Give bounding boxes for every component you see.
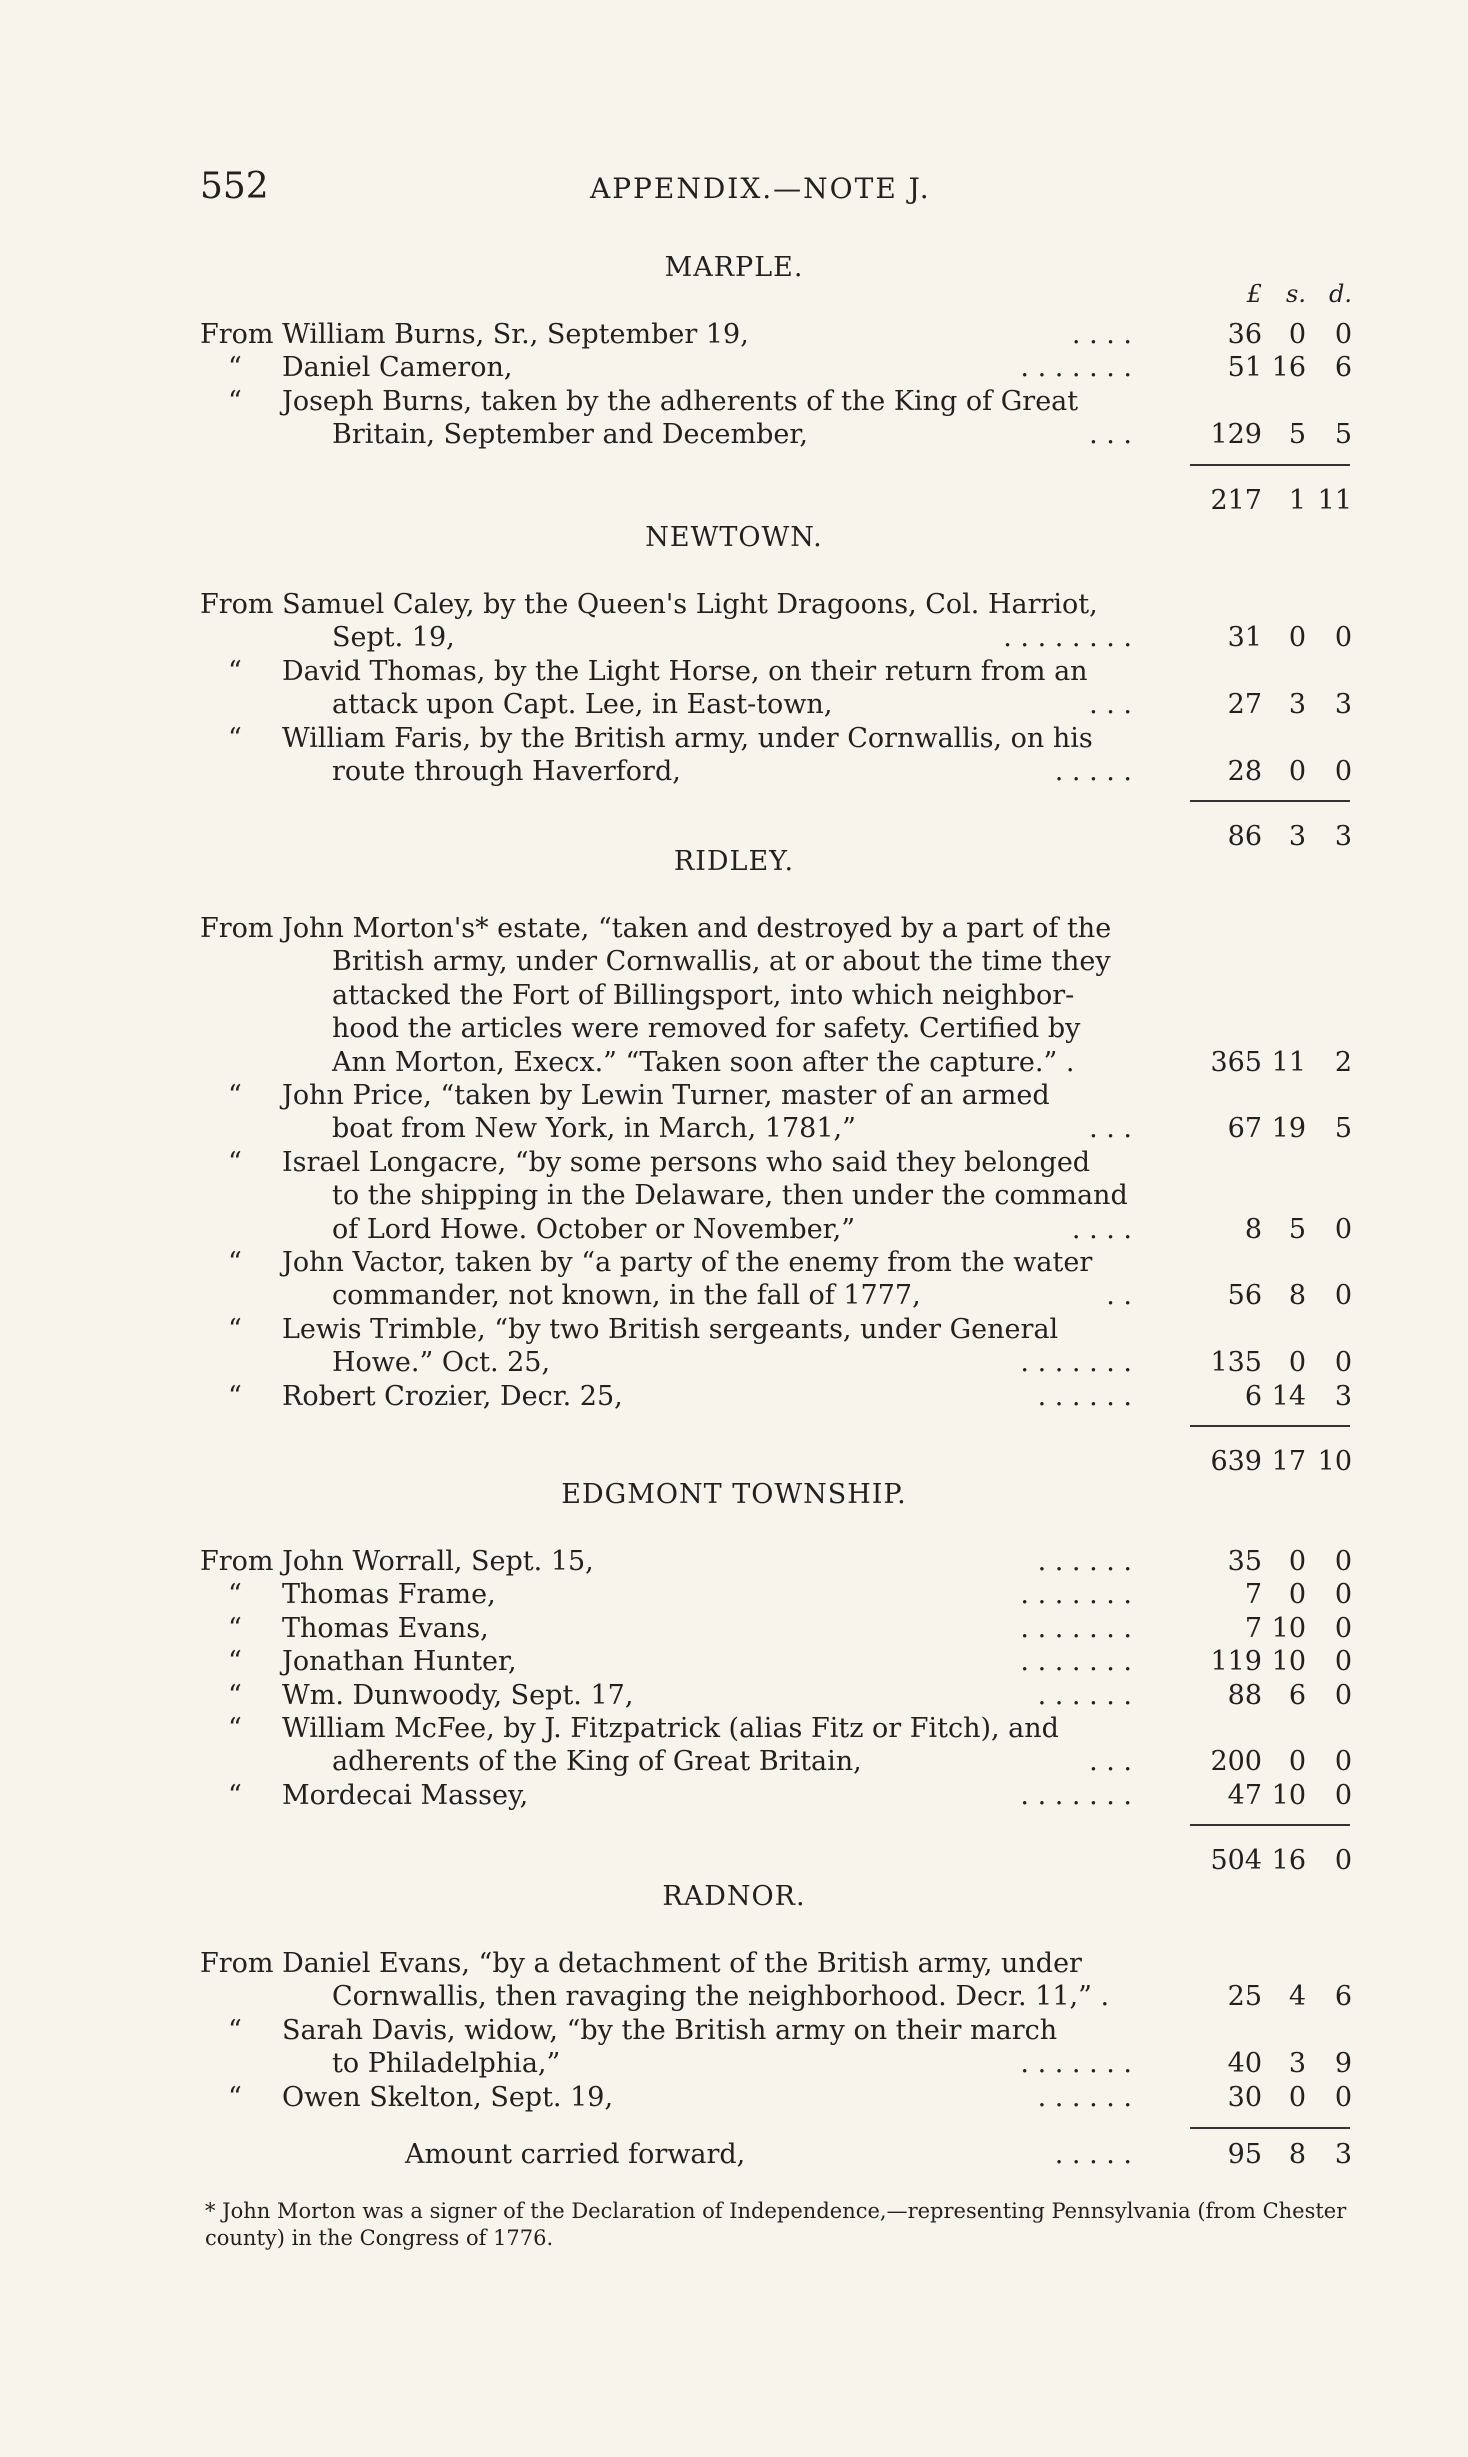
line-text: of Lord Howe. October or November,” bbox=[332, 1213, 856, 1245]
section-total bbox=[200, 1844, 1352, 1878]
carried-amount-shillings: 8 bbox=[1288, 2139, 1306, 2170]
total-pence: 0 bbox=[1334, 1845, 1352, 1877]
amount-pence: 0 bbox=[1334, 1579, 1352, 1611]
line-text: Sarah Davis, widow, “by the British army on their march bbox=[282, 2014, 1058, 2046]
amount-pence: 0 bbox=[1334, 1347, 1352, 1379]
amount-pence: 0 bbox=[1334, 319, 1352, 350]
dot-leader: . . . . . . . bbox=[1020, 1779, 1132, 1811]
section-total bbox=[200, 484, 1352, 518]
ditto-mark: “ bbox=[228, 1247, 242, 1278]
line-text: Daniel Cameron, bbox=[282, 352, 513, 384]
amount-pounds: 36 bbox=[1227, 319, 1262, 350]
amount-shillings: 0 bbox=[1288, 319, 1306, 350]
ditto-mark: “ bbox=[228, 1313, 242, 1345]
amount-pounds: 365 bbox=[1210, 1046, 1262, 1078]
ledger-line bbox=[200, 1346, 1352, 1380]
dot-leader: . . . . . . . bbox=[1020, 352, 1132, 384]
section-title: MARPLE. bbox=[664, 252, 804, 283]
running-title: APPENDIX.—NOTE J. bbox=[590, 172, 931, 205]
total-rule bbox=[1190, 800, 1350, 802]
amount-pence: 0 bbox=[1334, 1612, 1352, 1644]
ledger-line bbox=[200, 1679, 1352, 1713]
amount-shillings: 5 bbox=[1288, 1213, 1306, 1245]
carried-forward-rule bbox=[1190, 2127, 1350, 2129]
line-prefix: From William Burns, Sr., September 19, bbox=[200, 319, 749, 350]
ledger-line bbox=[200, 1279, 1352, 1313]
dot-leader: . . . . . . bbox=[1037, 1546, 1132, 1577]
page-header bbox=[200, 166, 1350, 216]
amount-pence: 0 bbox=[1334, 1213, 1352, 1245]
dot-leader: . . . . . . bbox=[1037, 1380, 1132, 1412]
shillings-heading: s. bbox=[1286, 280, 1306, 308]
ledger-line bbox=[200, 1578, 1352, 1612]
ledger-line bbox=[200, 318, 1352, 352]
ledger-line bbox=[200, 722, 1352, 756]
ledger-line bbox=[200, 2047, 1352, 2081]
dot-leader: . . . . . . . bbox=[1020, 1579, 1132, 1611]
amount-pence: 0 bbox=[1334, 756, 1352, 787]
amount-pence: 3 bbox=[1334, 689, 1352, 721]
ledger-line bbox=[200, 1380, 1352, 1414]
amount-pounds: 135 bbox=[1210, 1347, 1262, 1379]
amount-pounds: 31 bbox=[1227, 622, 1262, 654]
ledger-line bbox=[200, 1146, 1352, 1180]
amount-pence: 0 bbox=[1334, 1779, 1352, 1811]
ledger-line bbox=[200, 2081, 1352, 2115]
total-pounds: 639 bbox=[1210, 1446, 1262, 1477]
amount-pence: 0 bbox=[1334, 1546, 1352, 1577]
carried-forward-label: Amount carried forward, bbox=[405, 2139, 746, 2170]
dot-leader: . . . bbox=[1089, 1746, 1132, 1778]
dot-leader: . . . bbox=[1089, 1113, 1132, 1145]
amount-pence: 6 bbox=[1334, 1981, 1352, 2013]
ditto-mark: “ bbox=[228, 385, 242, 417]
amount-shillings: 6 bbox=[1288, 1679, 1306, 1711]
line-prefix: From John Worrall, Sept. 15, bbox=[200, 1546, 594, 1577]
ledger-line bbox=[200, 1213, 1352, 1247]
amount-shillings: 0 bbox=[1288, 1347, 1306, 1379]
ledger-line bbox=[200, 979, 1352, 1013]
amount-pence: 0 bbox=[1334, 1746, 1352, 1778]
line-prefix: From John Morton's* estate, “taken and destroyed by a part of the bbox=[200, 913, 1112, 944]
ledger-line bbox=[200, 2014, 1352, 2048]
total-pounds: 217 bbox=[1210, 484, 1262, 516]
ledger-line bbox=[200, 418, 1352, 452]
line-text: Cornwallis, then ravaging the neighborhood. Decr. 11,” . bbox=[332, 1981, 1110, 2013]
pence-heading: d. bbox=[1329, 280, 1352, 308]
ditto-mark: “ bbox=[228, 1380, 242, 1412]
ledger-line bbox=[200, 385, 1352, 419]
line-text: William McFee, by J. Fitzpatrick (alias Fitz or Fitch), and bbox=[282, 1713, 1059, 1744]
amount-pounds: 40 bbox=[1227, 2048, 1262, 2080]
dot-leader: . . . . . bbox=[1054, 2139, 1132, 2170]
amount-shillings: 0 bbox=[1288, 2081, 1306, 2113]
amount-pounds: 27 bbox=[1227, 689, 1262, 721]
dot-leader: . . bbox=[1106, 1280, 1132, 1312]
amount-shillings: 0 bbox=[1288, 756, 1306, 787]
amount-pounds: 6 bbox=[1244, 1380, 1262, 1412]
total-pounds: 504 bbox=[1210, 1845, 1262, 1877]
amount-pounds: 51 bbox=[1227, 352, 1262, 384]
total-pounds: 86 bbox=[1227, 821, 1262, 853]
ditto-mark: “ bbox=[228, 722, 242, 754]
line-text: Howe.” Oct. 25, bbox=[332, 1347, 551, 1379]
amount-pounds: 7 bbox=[1244, 1579, 1262, 1611]
line-prefix: From Samuel Caley, by the Queen's Light Dragoons, Col. Harriot, bbox=[200, 589, 1098, 620]
line-text: Israel Longacre, “by some persons who said they belonged bbox=[282, 1146, 1091, 1178]
ditto-mark: “ bbox=[228, 1646, 242, 1678]
line-text: John Price, “taken by Lewin Turner, master of an armed bbox=[282, 1080, 1050, 1111]
ditto-mark: “ bbox=[228, 1713, 242, 1744]
column-headings bbox=[200, 280, 1352, 310]
ditto-mark: “ bbox=[228, 352, 242, 384]
dot-leader: . . . bbox=[1089, 419, 1132, 451]
dot-leader: . . . . . . . bbox=[1020, 1612, 1132, 1644]
dot-leader: . . . . bbox=[1071, 319, 1132, 350]
line-text: Robert Crozier, Decr. 25, bbox=[282, 1380, 623, 1412]
ledger-line bbox=[200, 1079, 1352, 1113]
line-text: Thomas Evans, bbox=[282, 1612, 489, 1644]
amount-pounds: 200 bbox=[1210, 1746, 1262, 1778]
dot-leader: . . . bbox=[1089, 689, 1132, 721]
amount-pounds: 28 bbox=[1227, 756, 1262, 787]
line-text: Lewis Trimble, “by two British sergeants, under General bbox=[282, 1313, 1059, 1345]
amount-pounds: 119 bbox=[1210, 1646, 1262, 1678]
line-text: British army, under Cornwallis, at or about the time they bbox=[332, 946, 1111, 978]
total-shillings: 3 bbox=[1288, 821, 1306, 853]
ledger-line bbox=[200, 1313, 1352, 1347]
amount-shillings: 0 bbox=[1288, 1746, 1306, 1778]
amount-shillings: 10 bbox=[1271, 1612, 1306, 1644]
ditto-mark: “ bbox=[228, 1146, 242, 1178]
line-text: route through Haverford, bbox=[332, 756, 681, 787]
carried-amount-pounds: 95 bbox=[1227, 2139, 1262, 2170]
amount-pence: 0 bbox=[1334, 622, 1352, 654]
ledger-line bbox=[200, 1980, 1352, 2014]
section-title: RIDLEY. bbox=[673, 846, 795, 877]
amount-shillings: 5 bbox=[1288, 419, 1306, 451]
ditto-mark: “ bbox=[228, 655, 242, 687]
carried-amount-pence: 3 bbox=[1334, 2139, 1352, 2170]
section-title: RADNOR. bbox=[662, 1881, 806, 1912]
amount-shillings: 11 bbox=[1271, 1046, 1306, 1078]
amount-shillings: 16 bbox=[1271, 352, 1306, 384]
line-text: to Philadelphia,” bbox=[332, 2048, 561, 2080]
ditto-mark: “ bbox=[228, 2081, 242, 2113]
line-text: attacked the Fort of Billingsport, into which neighbor- bbox=[332, 979, 1075, 1011]
amount-shillings: 10 bbox=[1271, 1646, 1306, 1678]
amount-pence: 5 bbox=[1334, 419, 1352, 451]
line-text: John Vactor, taken by “a party of the enemy from the water bbox=[282, 1247, 1093, 1278]
amount-shillings: 10 bbox=[1271, 1779, 1306, 1811]
ditto-mark: “ bbox=[228, 1779, 242, 1811]
amount-shillings: 0 bbox=[1288, 1546, 1306, 1577]
amount-pence: 0 bbox=[1334, 2081, 1352, 2113]
total-rule bbox=[1190, 1425, 1350, 1427]
ledger-line bbox=[200, 1012, 1352, 1046]
ledger-line bbox=[200, 1645, 1352, 1679]
ledger-line bbox=[200, 1745, 1352, 1779]
ledger-line bbox=[200, 1779, 1352, 1813]
ditto-mark: “ bbox=[228, 1612, 242, 1644]
dot-leader: . . . . bbox=[1071, 1213, 1132, 1245]
amount-pounds: 8 bbox=[1244, 1213, 1262, 1245]
line-text: Thomas Frame, bbox=[282, 1579, 496, 1611]
line-text: attack upon Capt. Lee, in East-town, bbox=[332, 689, 833, 721]
total-shillings: 1 bbox=[1288, 484, 1306, 516]
amount-pence: 9 bbox=[1334, 2048, 1352, 2080]
line-text: to the shipping in the Delaware, then under the command bbox=[332, 1180, 1128, 1212]
ledger-line bbox=[200, 912, 1352, 946]
ledger-line bbox=[200, 1712, 1352, 1746]
line-text: adherents of the King of Great Britain, bbox=[332, 1746, 862, 1778]
ledger-line bbox=[200, 1179, 1352, 1213]
amount-pounds: 88 bbox=[1227, 1679, 1262, 1711]
amount-pounds: 129 bbox=[1210, 419, 1262, 451]
amount-shillings: 14 bbox=[1271, 1380, 1306, 1412]
dot-leader: . . . . . . . bbox=[1020, 1347, 1132, 1379]
ledger-line bbox=[200, 621, 1352, 655]
ledger-line bbox=[200, 1112, 1352, 1146]
amount-pounds: 7 bbox=[1244, 1612, 1262, 1644]
line-text: Owen Skelton, Sept. 19, bbox=[282, 2081, 614, 2113]
total-rule bbox=[1190, 464, 1350, 466]
dot-leader: . . . . . . bbox=[1037, 2081, 1132, 2113]
carried-forward-line bbox=[200, 2138, 1352, 2172]
section-title: NEWTOWN. bbox=[645, 522, 823, 553]
total-rule bbox=[1190, 1824, 1350, 1826]
ditto-mark: “ bbox=[228, 1679, 242, 1711]
total-pence: 10 bbox=[1317, 1446, 1352, 1477]
amount-pence: 2 bbox=[1334, 1046, 1352, 1078]
dot-leader: . . . . . . . bbox=[1020, 2048, 1132, 2080]
section-total bbox=[200, 1445, 1352, 1479]
line-text: boat from New York, in March, 1781,” bbox=[332, 1113, 856, 1145]
footnote: * John Morton was a signer of the Declaration of Independence,—representing Pennsylvania (from Chester county) in the Congress of 1776. bbox=[205, 2199, 1347, 2250]
amount-pounds: 56 bbox=[1227, 1280, 1262, 1312]
total-shillings: 17 bbox=[1271, 1446, 1306, 1477]
line-text: hood the articles were removed for safety. Certified by bbox=[332, 1013, 1081, 1045]
pounds-heading: £ bbox=[1246, 280, 1262, 308]
amount-pounds: 25 bbox=[1227, 1981, 1262, 2013]
amount-shillings: 19 bbox=[1271, 1113, 1306, 1145]
ledger-line bbox=[200, 1246, 1352, 1280]
ledger-line bbox=[200, 1545, 1352, 1579]
amount-shillings: 4 bbox=[1288, 1981, 1306, 2013]
line-text: William Faris, by the British army, under Cornwallis, on his bbox=[282, 722, 1093, 754]
amount-pounds: 30 bbox=[1227, 2081, 1262, 2113]
amount-pounds: 47 bbox=[1227, 1779, 1262, 1811]
dot-leader: . . . . . . bbox=[1037, 1679, 1132, 1711]
ledger-line bbox=[200, 1947, 1352, 1981]
amount-pence: 3 bbox=[1334, 1380, 1352, 1412]
amount-pence: 0 bbox=[1334, 1280, 1352, 1312]
ledger-line bbox=[200, 1612, 1352, 1646]
ledger-line bbox=[200, 945, 1352, 979]
line-text: Britain, September and December, bbox=[332, 419, 808, 451]
amount-pence: 6 bbox=[1334, 352, 1352, 384]
amount-shillings: 0 bbox=[1288, 622, 1306, 654]
ditto-mark: “ bbox=[228, 2014, 242, 2046]
page-number: 552 bbox=[200, 166, 269, 207]
amount-pence: 5 bbox=[1334, 1113, 1352, 1145]
amount-shillings: 3 bbox=[1288, 689, 1306, 721]
dot-leader: . . . . . . . . bbox=[1003, 622, 1132, 654]
line-text: commander, not known, in the fall of 1777, bbox=[332, 1280, 921, 1312]
ledger-line bbox=[200, 351, 1352, 385]
ledger-line bbox=[200, 688, 1352, 722]
line-text: Joseph Burns, taken by the adherents of the King of Great bbox=[282, 385, 1079, 417]
dot-leader: . . . . . . . bbox=[1020, 1646, 1132, 1678]
amount-shillings: 0 bbox=[1288, 1579, 1306, 1611]
section-title: EDGMONT TOWNSHIP. bbox=[561, 1479, 907, 1510]
amount-pence: 0 bbox=[1334, 1679, 1352, 1711]
line-text: David Thomas, by the Light Horse, on their return from an bbox=[282, 655, 1088, 687]
ditto-mark: “ bbox=[228, 1080, 242, 1111]
line-text: Sept. 19, bbox=[332, 622, 455, 654]
dot-leader: . . . . . bbox=[1054, 756, 1132, 787]
ledger-line bbox=[200, 1046, 1352, 1080]
amount-pounds: 35 bbox=[1227, 1546, 1262, 1577]
ledger-line bbox=[200, 655, 1352, 689]
ditto-mark: “ bbox=[228, 1579, 242, 1611]
line-prefix: From Daniel Evans, “by a detachment of the British army, under bbox=[200, 1948, 1082, 1979]
amount-pounds: 67 bbox=[1227, 1113, 1262, 1145]
amount-shillings: 8 bbox=[1288, 1280, 1306, 1312]
line-text: Jonathan Hunter, bbox=[282, 1646, 517, 1678]
line-text: Wm. Dunwoody, Sept. 17, bbox=[282, 1679, 634, 1711]
amount-shillings: 3 bbox=[1288, 2048, 1306, 2080]
line-text: Ann Morton, Execx.” “Taken soon after the capture.” . bbox=[332, 1046, 1075, 1078]
line-text: Mordecai Massey, bbox=[282, 1779, 529, 1811]
total-shillings: 16 bbox=[1271, 1845, 1306, 1877]
total-pence: 11 bbox=[1317, 484, 1352, 516]
ledger-line bbox=[200, 755, 1352, 789]
ledger-line bbox=[200, 588, 1352, 622]
total-pence: 3 bbox=[1334, 821, 1352, 853]
amount-pence: 0 bbox=[1334, 1646, 1352, 1678]
